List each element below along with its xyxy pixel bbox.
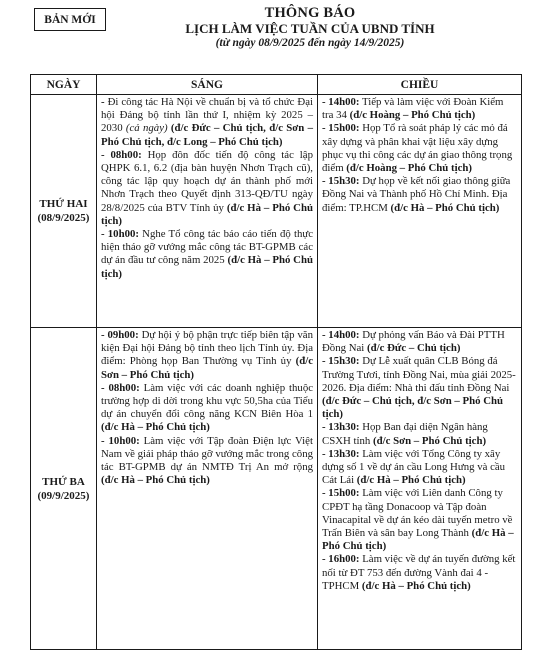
morning-cell-tuesday (97, 328, 318, 650)
entry-text: Đi công tác Hà Nội về chuẩn bị và tổ chức Đại hội Đảng bộ tỉnh lần thứ I, nhiệm kỳ 2025 – 2030 (101, 96, 313, 135)
entry-attendees: (đ/c Hoàng – Phó Chủ tịch) (349, 109, 476, 122)
column-header-morning: SÁNG (97, 75, 318, 95)
schedule-entry (322, 175, 517, 215)
entry-text: Dự Lễ xuất quân CLB Bóng đá Trường Tươi, tỉnh Đồng Nai, mùa giải 2025-2026. Địa điểm: Nhà thi đấu tỉnh Đồng Nai (322, 355, 516, 394)
morning-cell-monday (97, 95, 318, 328)
table-header-row (31, 75, 522, 95)
entry-text: Họp Tổ rà soát pháp lý các mỏ đá xây dựng và phân khai vật liệu xây dựng phục vụ thi công các dự án giao thông trọng điểm (322, 122, 513, 175)
schedule-entry (322, 96, 517, 122)
schedule-entry (101, 96, 313, 149)
schedule-subtitle: LỊCH LÀM VIỆC TUẦN CỦA UBND TỈNH (185, 21, 435, 36)
schedule-entry (322, 421, 517, 447)
entry-text: Nghe Tổ công tác báo cáo tiến độ thực hiện tháo gỡ vướng mắc công tác BT-GPMB các dự án đầu tư công năm 2025 (101, 228, 313, 267)
entry-time: - 14h00: (322, 329, 360, 341)
entry-text: Làm việc với Liên danh Công ty CPĐT hạ tầng Donacoop và Tập đoàn Vinacapital về dự án kéo dài tuyến metro về Trấn Biên và sân bay Long Thành (322, 487, 513, 540)
entry-text: Dự phỏng vấn Báo và Đài PTTH Đồng Nai (322, 329, 505, 355)
day-date: (08/9/2025) (37, 212, 90, 224)
entry-attendees: (đ/c Hoàng – Phó Chủ tịch) (346, 162, 472, 175)
document-header (110, 5, 510, 50)
entry-time: - 08h00: (101, 148, 142, 161)
entry-time: - 15h30: (322, 355, 360, 368)
entry-time: - 09h00: (101, 329, 139, 341)
schedule-entry (322, 487, 517, 553)
entry-time: - 10h00: (101, 434, 140, 447)
schedule-entry (101, 382, 313, 435)
notice-title: THÔNG BÁO (264, 5, 356, 21)
entry-attendees: (đ/c Hà – Phó Chủ tịch) (390, 201, 500, 214)
entry-attendees: (đ/c Hà – Phó Chủ tịch) (361, 579, 471, 592)
day-name: THỨ HAI (39, 198, 88, 210)
entry-attendees: (đ/c Hà – Phó Chủ tịch) (322, 527, 514, 553)
schedule-entry (101, 149, 313, 228)
table-row-tuesday (31, 328, 522, 650)
table-row-monday (31, 95, 522, 328)
entry-text: Họp đôn đốc tiến độ công tác lập QHPK 6.1, 6.2 (địa bàn huyện Nhơn Trạch cũ), công tác lập quy hoạch dự án thành phố mới Nhơn Trạch theo Quyết định 313-QĐ/TU ngày 28/8/2025 của BTV Tỉnh ủy (101, 148, 313, 214)
column-header-day: NGÀY (31, 75, 97, 95)
day-cell-monday (31, 95, 97, 328)
entry-text: Làm việc về dự án tuyến đường kết nối từ ĐT 753 đến đường Vành đai 4 - TPHCM (322, 553, 516, 592)
day-cell-tuesday (31, 328, 97, 650)
entry-text: Làm việc với Tập đoàn Điện lực Việt Nam về giải pháp tháo gỡ vướng mắc trong công tác BT-GPMB dự án NMTĐ Trị An mở rộng (101, 434, 313, 474)
entry-attendees: (đ/c Đức – Chủ tịch) (366, 342, 461, 355)
entry-time: - 15h00: (322, 122, 360, 135)
schedule-entry (322, 448, 517, 488)
date-range: (từ ngày 08/9/2025 đến ngày 14/9/2025) (215, 37, 405, 49)
entry-time: - 10h00: (101, 228, 139, 241)
schedule-entry (322, 355, 517, 421)
entry-text: Dự hội ý bộ phận trực tiếp biên tập văn kiện Đại hội Đảng bộ tỉnh theo lịch Tỉnh ủy. Địa điểm: Phòng họp Ban Thường vụ Tỉnh ủy (101, 329, 313, 368)
entry-attendees: (đ/c Sơn – Phó Chủ tịch) (101, 355, 313, 381)
new-version-badge: BẢN MỚI (34, 8, 106, 31)
entry-attendees: (đ/c Hà – Phó Chủ tịch) (356, 474, 466, 487)
entry-time: - 15h00: (322, 487, 360, 500)
weekly-schedule-table (30, 74, 522, 650)
afternoon-cell-tuesday (318, 328, 522, 650)
schedule-entry (101, 329, 313, 382)
entry-time: - 13h30: (322, 421, 360, 434)
schedule-entry (322, 553, 517, 593)
entry-attendees: (đ/c Sơn – Phó Chủ tịch) (373, 434, 487, 447)
entry-attendees: (đ/c Đức – Chủ tịch, đ/c Sơn – Phó Chủ tịch) (322, 395, 504, 421)
schedule-entry (322, 329, 517, 355)
entry-time: - 08h00: (101, 381, 140, 394)
entry-attendees: (đ/c Hà – Phó Chủ tịch) (101, 201, 313, 227)
entry-attendees: (đ/c Hà – Phó Chủ tịch) (101, 474, 210, 487)
schedule-entry (322, 122, 517, 175)
day-date: (09/9/2025) (37, 489, 90, 502)
entry-attendees: (đ/c Đức – Chủ tịch, đ/c Sơn – Phó Chủ tịch, đ/c Long – Phó Chủ tịch) (101, 122, 313, 148)
entry-note: (cả ngày) (125, 122, 168, 135)
entry-time: - 13h30: (322, 447, 360, 460)
entry-text: Làm việc với các doanh nghiệp thuộc trường hợp di dời trong khu vực 50,5ha của Tiểu dự án chuyển đổi công năng KCN Biên Hòa 1 (101, 381, 314, 421)
entry-text: Làm việc với Tổng Công ty xây dựng số 1 về dự án cầu Long Hưng và cầu Cát Lái (322, 447, 506, 487)
entry-text: Tiếp và làm việc với Đoàn Kiểm tra 34 (322, 96, 504, 122)
entry-time: - 14h00: (322, 96, 360, 108)
entry-time: - 15h30: (322, 175, 360, 188)
entry-text: Dự họp về kết nối giao thông giữa Đồng Nai và Thành phố Hồ Chí Minh. Địa điểm: TP.HCM (322, 175, 511, 214)
entry-time: - (101, 96, 105, 108)
entry-text: Họp Ban đại diện Ngân hàng CSXH tỉnh (322, 421, 488, 447)
day-name: THỨ BA (42, 475, 85, 488)
entry-attendees: (đ/c Hà – Phó Chủ tịch) (101, 254, 313, 280)
schedule-entry (101, 228, 313, 281)
column-header-afternoon: CHIỀU (318, 75, 522, 95)
schedule-entry (101, 435, 313, 488)
entry-attendees: (đ/c Hà – Phó Chủ tịch) (101, 421, 210, 434)
afternoon-cell-monday (318, 95, 522, 328)
entry-time: - 16h00: (322, 553, 360, 566)
